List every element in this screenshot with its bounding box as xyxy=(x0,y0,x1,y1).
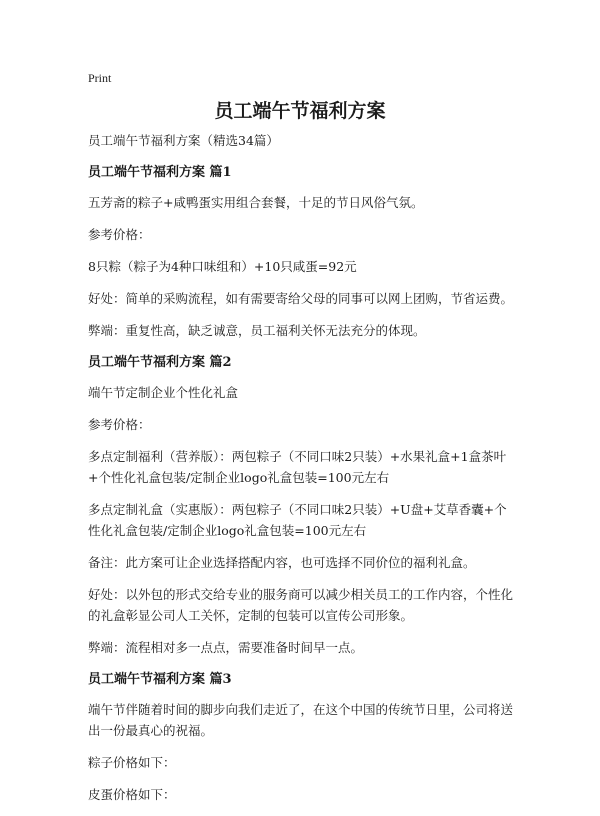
paragraph: 多点定制礼盒（实惠版）：两包粽子（不同口味2只装）+U盘+艾草香囊+个性化礼盒包装/定制企业logo礼盒包装=100元左右 xyxy=(88,502,507,538)
paragraph: 参考价格： xyxy=(88,417,151,432)
paragraph: 多点定制福利（营养版）：两包粽子（不同口味2只装）+水果礼盒+1盒茶叶+个性化礼盒包装/定制企业logo礼盒包装=100元左右 xyxy=(88,449,507,485)
paragraph: 皮蛋价格如下： xyxy=(88,787,176,802)
paragraph: 弊端：流程相对多一点点，需要准备时间早一点。 xyxy=(88,640,364,655)
page-title: 员工端午节福利方案 xyxy=(214,100,386,122)
paragraph: 弊端：重复性高，缺乏诚意，员工福利关怀无法充分的体现。 xyxy=(88,323,426,338)
paragraph: 好处：简单的采购流程，如有需要寄给父母的同事可以网上团购，节省运费。 xyxy=(88,291,514,306)
section-heading-1: 员工端午节福利方案 篇1 xyxy=(88,165,232,180)
paragraph: 参考价格： xyxy=(88,227,151,242)
paragraph: 端午节伴随着时间的脚步向我们走近了，在这个中国的传统节日里，公司将送出一份最真心的祝福。 xyxy=(88,702,514,738)
section-heading-3: 员工端午节福利方案 篇3 xyxy=(88,672,232,687)
document-subtitle: 员工端午节福利方案（精选34篇） xyxy=(88,133,279,148)
paragraph: 五芳斋的粽子+咸鸭蛋实用组合套餐，十足的节日风俗气氛。 xyxy=(88,195,424,210)
section-heading-2: 员工端午节福利方案 篇2 xyxy=(88,355,232,370)
paragraph: 8只粽（粽子为4种口味组和）+10只咸蛋=92元 xyxy=(88,259,357,274)
paragraph: 端午节定制企业个性化礼盒 xyxy=(88,385,239,400)
paragraph: 备注：此方案可让企业选择搭配内容，也可选择不同价位的福利礼盒。 xyxy=(88,555,476,570)
paragraph: 好处：以外包的形式交给专业的服务商可以减少相关员工的工作内容，个性化的礼盒彰显公司人工关怀，定制的包装可以宣传公司形象。 xyxy=(88,587,514,623)
document-body xyxy=(88,130,516,816)
paragraph: 粽子价格如下： xyxy=(88,755,176,770)
print-label: Print xyxy=(88,71,112,85)
